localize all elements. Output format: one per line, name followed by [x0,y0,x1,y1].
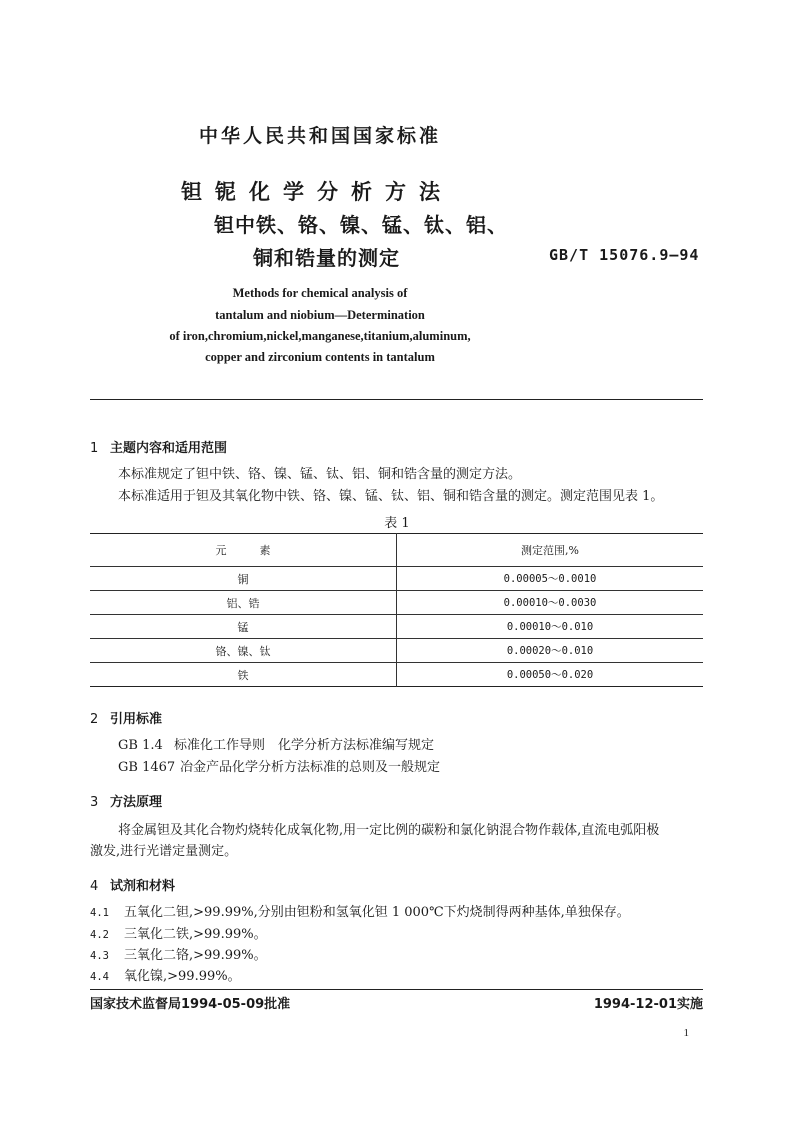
section-3-line-1: 将金属钽及其化合物灼烧转化成氧化物,用一定比例的碳粉和氯化钠混合物作载体,直流电弧阳极 [118,823,660,838]
effective-date: 1994-12-01实施 [593,997,703,1012]
section-number: 4 [90,879,99,894]
section-3-heading [90,791,162,810]
element-cell: 铬、镍、钛 [90,639,397,663]
section-number: 1 [90,441,99,456]
english-title-line2: tantalum and niobium—Determination [215,308,425,322]
header-divider [90,399,703,400]
section-4-heading [90,875,175,894]
range-cell: 0.00010～0.0030 [503,597,597,609]
page-number: 1 [683,1027,689,1039]
list-item [90,928,267,941]
table-1 [90,533,703,687]
section-title: 试剂和材料 [110,879,176,894]
english-title-line3: of iron,chromium,nickel,manganese,titanium,aluminum, [169,329,471,343]
item-text: 氧化镍,>99.99%。 [124,969,241,984]
element-cell: 锰 [90,615,397,639]
table-caption: 表 1 [384,516,410,531]
list-item [90,949,267,962]
section-3-line-2: 激发,进行光谱定量测定。 [90,844,238,859]
item-text: 五氧化二钽,>99.99%,分别由钽粉和氢氧化钽 1 000℃下灼烧制得两种基体,单独保存。 [124,905,630,920]
english-title-line1: Methods for chemical analysis of [232,286,408,300]
section-number: 2 [90,712,99,727]
standard-title-line2: 钽中铁、铬、镍、锰、钛、铝、 [214,213,508,237]
reference-name: 标准化工作导则 化学分析方法标准编写规定 [174,738,435,753]
element-cell: 铝、锆 [90,591,397,615]
section-title: 主题内容和适用范围 [110,441,228,456]
reference-code: GB 1467 [118,760,176,775]
item-number: 4.4 [90,971,109,983]
list-item [90,970,241,983]
column-header-range: 测定范围,% [521,544,579,557]
table-row [90,639,703,663]
section-1-heading [90,437,227,456]
approval-note: 国家技术监督局1994-05-09批准 [90,997,291,1012]
section-2-heading [90,708,162,727]
table-row [90,615,703,639]
reference-code: GB 1.4 [118,738,163,753]
reference-item [118,761,440,774]
national-standard-heading: 中华人民共和国国家标准 [198,125,441,147]
table-row [90,567,703,591]
item-number: 4.3 [90,950,109,962]
item-text: 三氧化二铁,>99.99%。 [124,927,267,942]
item-number: 4.1 [90,907,109,919]
range-cell: 0.00050～0.020 [506,669,594,681]
section-1-paragraph-1: 本标准规定了钽中铁、铬、镍、锰、钛、铝、铜和锆含量的测定方法。 [118,467,522,482]
item-number: 4.2 [90,929,109,941]
table-row [90,591,703,615]
footer-divider [90,989,703,990]
table-row [90,663,703,687]
standard-code: GB/T 15076.9—94 [549,246,700,264]
element-cell: 铁 [90,663,397,687]
reference-name: 冶金产品化学分析方法标准的总则及一般规定 [180,760,441,775]
reference-item [118,739,434,752]
list-item [90,906,630,919]
english-title-line4: copper and zirconium contents in tantalum [205,350,435,364]
range-cell: 0.00005～0.0010 [503,573,597,585]
element-cell: 铜 [90,567,397,591]
section-title: 方法原理 [110,795,163,810]
range-cell: 0.00020～0.010 [506,645,594,657]
table-header-row [90,534,703,567]
range-cell: 0.00010～0.010 [506,621,594,633]
item-text: 三氧化二铬,>99.99%。 [124,948,267,963]
section-title: 引用标准 [110,712,163,727]
standard-title-line1: 钽铌化学分析方法 [181,180,453,204]
section-1-paragraph-2: 本标准适用于钽及其氧化物中铁、铬、镍、锰、钛、铝、铜和锆含量的测定。测定范围见表 1。 [118,489,664,504]
standard-title-line3: 铜和锆量的测定 [253,246,400,270]
section-number: 3 [90,795,99,810]
column-header-element: 元 素 [90,534,397,567]
